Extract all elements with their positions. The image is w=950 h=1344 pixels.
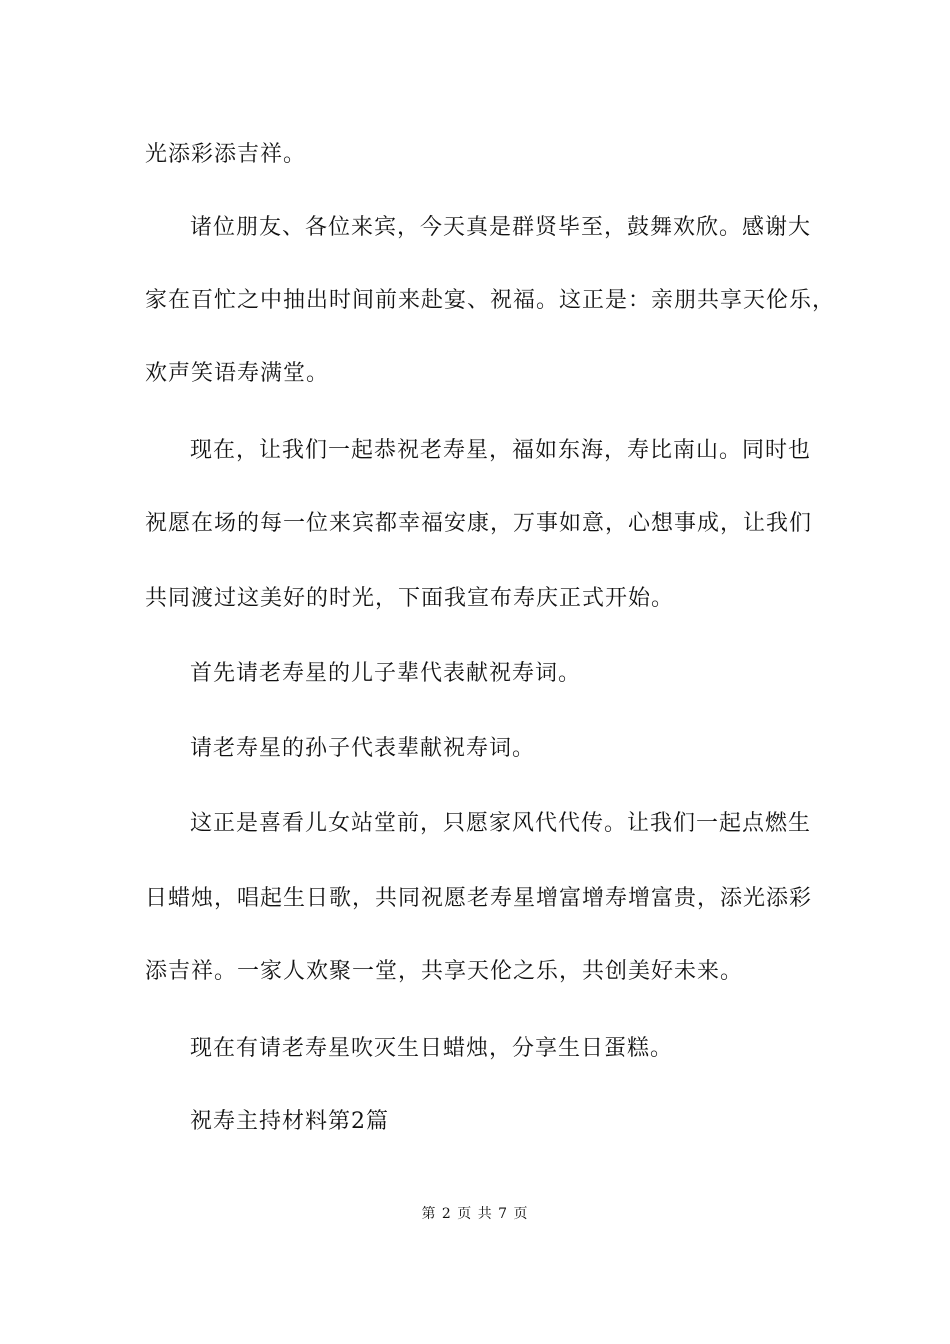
text-line-3: 家在百忙之中抽出时间前来赴宴、祝福。这正是：亲朋共享天伦乐， [145,288,836,313]
text-line-12: 添吉祥。一家人欢聚一堂，共享天伦之乐，共创美好未来。 [145,959,744,984]
page-number-footer: 第 2 页 共 7 页 [421,1206,529,1222]
text-line-10: 这正是喜看儿女站堂前，只愿家风代代传。让我们一起点燃生 [190,811,812,836]
text-line-7: 共同渡过这美好的时光，下面我宣布寿庆正式开始。 [145,586,675,611]
text-line-1: 光添彩添吉祥。 [145,142,307,167]
text-line-2: 诸位朋友、各位来宾，今天真是群贤毕至，鼓舞欢欣。感谢大 [190,215,812,240]
text-line-5: 现在，让我们一起恭祝老寿星，福如东海，寿比南山。同时也 [190,438,812,463]
text-line-4: 欢声笑语寿满堂。 [145,361,330,386]
section-heading: 祝寿主持材料第2篇 [190,1109,389,1134]
text-line-6: 祝愿在场的每一位来宾都幸福安康，万事如意，心想事成，让我们 [145,511,813,536]
text-line-13: 现在有请老寿星吹灭生日蜡烛，分享生日蛋糕。 [190,1036,674,1061]
text-line-8: 首先请老寿星的儿子辈代表献祝寿词。 [190,661,582,686]
text-line-9: 请老寿星的孙子代表辈献祝寿词。 [190,736,536,761]
text-line-11: 日蜡烛，唱起生日歌，共同祝愿老寿星增富增寿增富贵，添光添彩 [145,886,813,911]
